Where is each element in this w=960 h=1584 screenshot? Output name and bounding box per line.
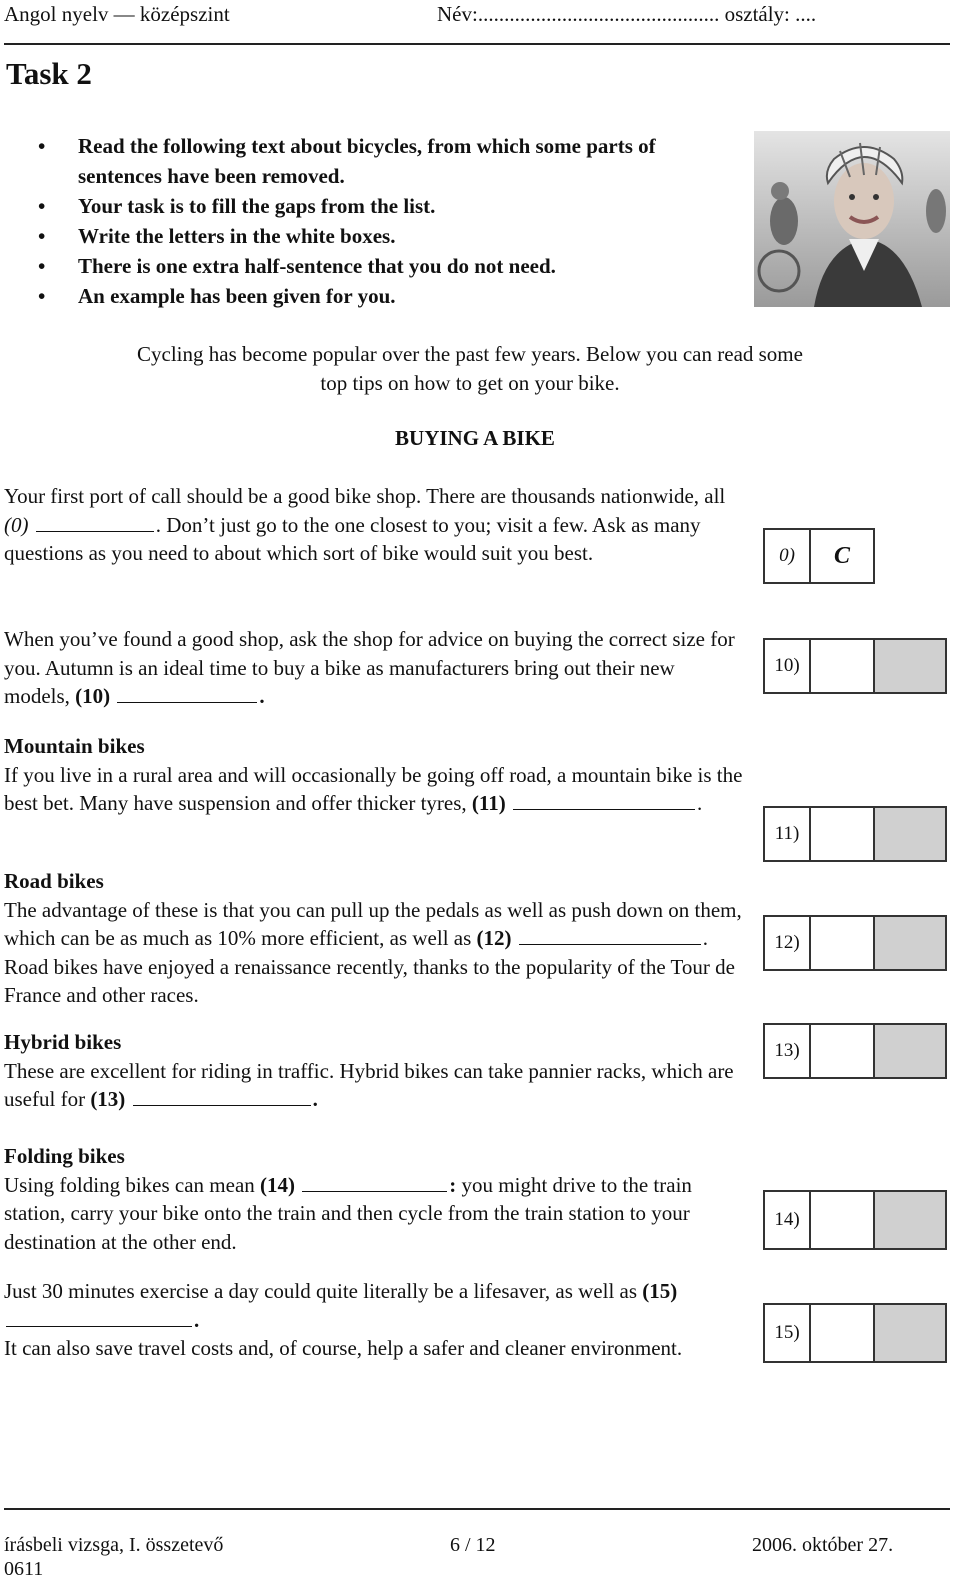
grading-cell bbox=[875, 1192, 945, 1248]
paragraph-text: Using folding bikes can mean bbox=[4, 1172, 261, 1197]
instruction-item: • Your task is to fill the gaps from the list. bbox=[38, 191, 738, 221]
answer-input[interactable] bbox=[811, 640, 875, 692]
gap-blank bbox=[519, 926, 701, 945]
gap-punctuation: . bbox=[194, 1307, 200, 1332]
gap-number: (14) bbox=[260, 1172, 296, 1197]
gap-number: (0) bbox=[4, 512, 29, 537]
paragraph-text: Just 30 minutes exercise a day could quite literally be a lifesaver, as well as bbox=[4, 1279, 643, 1303]
answer-label: 10) bbox=[765, 640, 811, 692]
paragraph-text: . Road bikes have enjoyed a renaissance recently, thanks to the popularity of the Tour de France and other races. bbox=[4, 926, 735, 1007]
subheading: Mountain bikes bbox=[4, 734, 145, 758]
cyclist-photo bbox=[754, 131, 950, 307]
gap-punctuation: . bbox=[312, 1087, 318, 1111]
answer-input[interactable] bbox=[811, 1025, 875, 1077]
instruction-item: • Write the letters in the white boxes. bbox=[38, 221, 738, 251]
gap-blank bbox=[133, 1087, 311, 1106]
answer-box-13 bbox=[763, 1023, 947, 1079]
answer-example: C bbox=[833, 542, 850, 569]
header-rule bbox=[4, 43, 950, 45]
answer-label: 11) bbox=[765, 808, 811, 860]
paragraph-text: The advantage of these is that you can pull up the pedals as well as push down on them, which can be as much as 10% more efficient, as well as bbox=[4, 897, 742, 950]
footer-page-number: 6 / 12 bbox=[450, 1534, 496, 1556]
section-hybrid-bikes bbox=[4, 1028, 744, 1114]
answer-label: 12) bbox=[765, 917, 811, 969]
gap-blank bbox=[117, 684, 257, 703]
gap-number: (10) bbox=[75, 684, 111, 708]
header-subject: Angol nyelv — középszint bbox=[4, 2, 230, 26]
section-road-bikes bbox=[4, 867, 744, 1010]
paragraph-closing bbox=[4, 1277, 744, 1363]
section-mountain-bikes bbox=[4, 732, 744, 818]
subheading: Folding bikes bbox=[4, 1144, 125, 1168]
grading-cell bbox=[875, 917, 945, 969]
subheading: Road bikes bbox=[4, 869, 104, 893]
instruction-item: • There is one extra half-sentence that you do not need. bbox=[38, 251, 738, 281]
answer-box-11 bbox=[763, 806, 947, 862]
paragraph-text: you might drive to the train station, carry your bike onto the train and then cycle from the train station to your destination at the other end. bbox=[4, 1172, 692, 1254]
paragraph-text: These are excellent for riding in traffic. Hybrid bikes can take pannier racks, which are useful for bbox=[4, 1058, 734, 1111]
footer-code: 0611 bbox=[4, 1558, 44, 1580]
paragraph-text: . Don’t just go to the one closest to you; visit a few. Ask as many questions as you need to about which sort of bike would suit you best. bbox=[4, 512, 701, 565]
gap-number: (13) bbox=[90, 1087, 126, 1111]
gap-number: (15) bbox=[642, 1279, 678, 1303]
grading-cell bbox=[875, 1025, 945, 1077]
paragraph-text: It can also save travel costs and, of course, help a safer and cleaner environment. bbox=[4, 1336, 683, 1360]
answer-input[interactable] bbox=[811, 1305, 875, 1361]
instruction-item: • An example has been given for you. bbox=[38, 281, 738, 311]
answer-box-10 bbox=[763, 638, 947, 694]
answer-input[interactable] bbox=[811, 917, 875, 969]
header-name-class-field: Név:.............................................. osztály: .... bbox=[437, 2, 817, 26]
intro-text: Cycling has become popular over the past few years. Below you can read some top tips on how to get on your bike. bbox=[137, 342, 803, 395]
gap-number: (11) bbox=[471, 791, 506, 815]
answer-label: 13) bbox=[765, 1025, 811, 1077]
gap-punctuation: . bbox=[259, 684, 265, 708]
answer-box-12 bbox=[763, 915, 947, 971]
answer-input[interactable] bbox=[811, 1192, 875, 1248]
footer-date: 2006. október 27. bbox=[752, 1534, 894, 1556]
paragraph-text: When you’ve found a good shop, ask the shop for advice on buying the correct size for you. Autumn is an ideal time to buy a bike as manufacturers bring out their new models, bbox=[4, 627, 735, 708]
grading-cell bbox=[875, 808, 945, 860]
answer-label: 14) bbox=[765, 1192, 811, 1248]
gap-blank bbox=[36, 513, 154, 532]
gap-number: (12) bbox=[476, 926, 512, 950]
paragraph-first-port bbox=[4, 482, 749, 568]
answer-box-0 bbox=[763, 528, 875, 584]
paragraph-good-shop bbox=[4, 625, 744, 711]
paragraph-text: If you live in a rural area and will occasionally be going off road, a mountain bike is the best bet. Many have suspension and offer thicker tyres, bbox=[4, 762, 743, 815]
gap-punctuation: . bbox=[696, 791, 703, 815]
grading-cell bbox=[875, 1305, 945, 1361]
footer-exam-part: írásbeli vizsga, I. összetevő bbox=[4, 1534, 224, 1556]
gap-blank bbox=[6, 1308, 192, 1327]
gap-punctuation: : bbox=[449, 1172, 457, 1197]
answer-label: 15) bbox=[765, 1305, 811, 1361]
section-title: BUYING A BIKE bbox=[395, 426, 555, 450]
section-folding-bikes bbox=[4, 1142, 749, 1256]
answer-label: 0) bbox=[765, 530, 811, 582]
footer-rule bbox=[4, 1508, 950, 1510]
subheading: Hybrid bikes bbox=[4, 1030, 122, 1054]
instruction-item: • Read the following text about bicycles, from which some parts of sentences have been removed. bbox=[38, 131, 738, 191]
instructions-list bbox=[38, 131, 738, 311]
paragraph-text: Your first port of call should be a good bike shop. There are thousands nationwide, all bbox=[4, 484, 726, 508]
answer-input[interactable] bbox=[811, 808, 875, 860]
task-title: Task 2 bbox=[6, 56, 92, 91]
gap-blank bbox=[513, 791, 695, 810]
answer-box-14 bbox=[763, 1190, 947, 1250]
answer-box-15 bbox=[763, 1303, 947, 1363]
grading-cell bbox=[875, 640, 945, 692]
gap-blank bbox=[302, 1173, 447, 1192]
